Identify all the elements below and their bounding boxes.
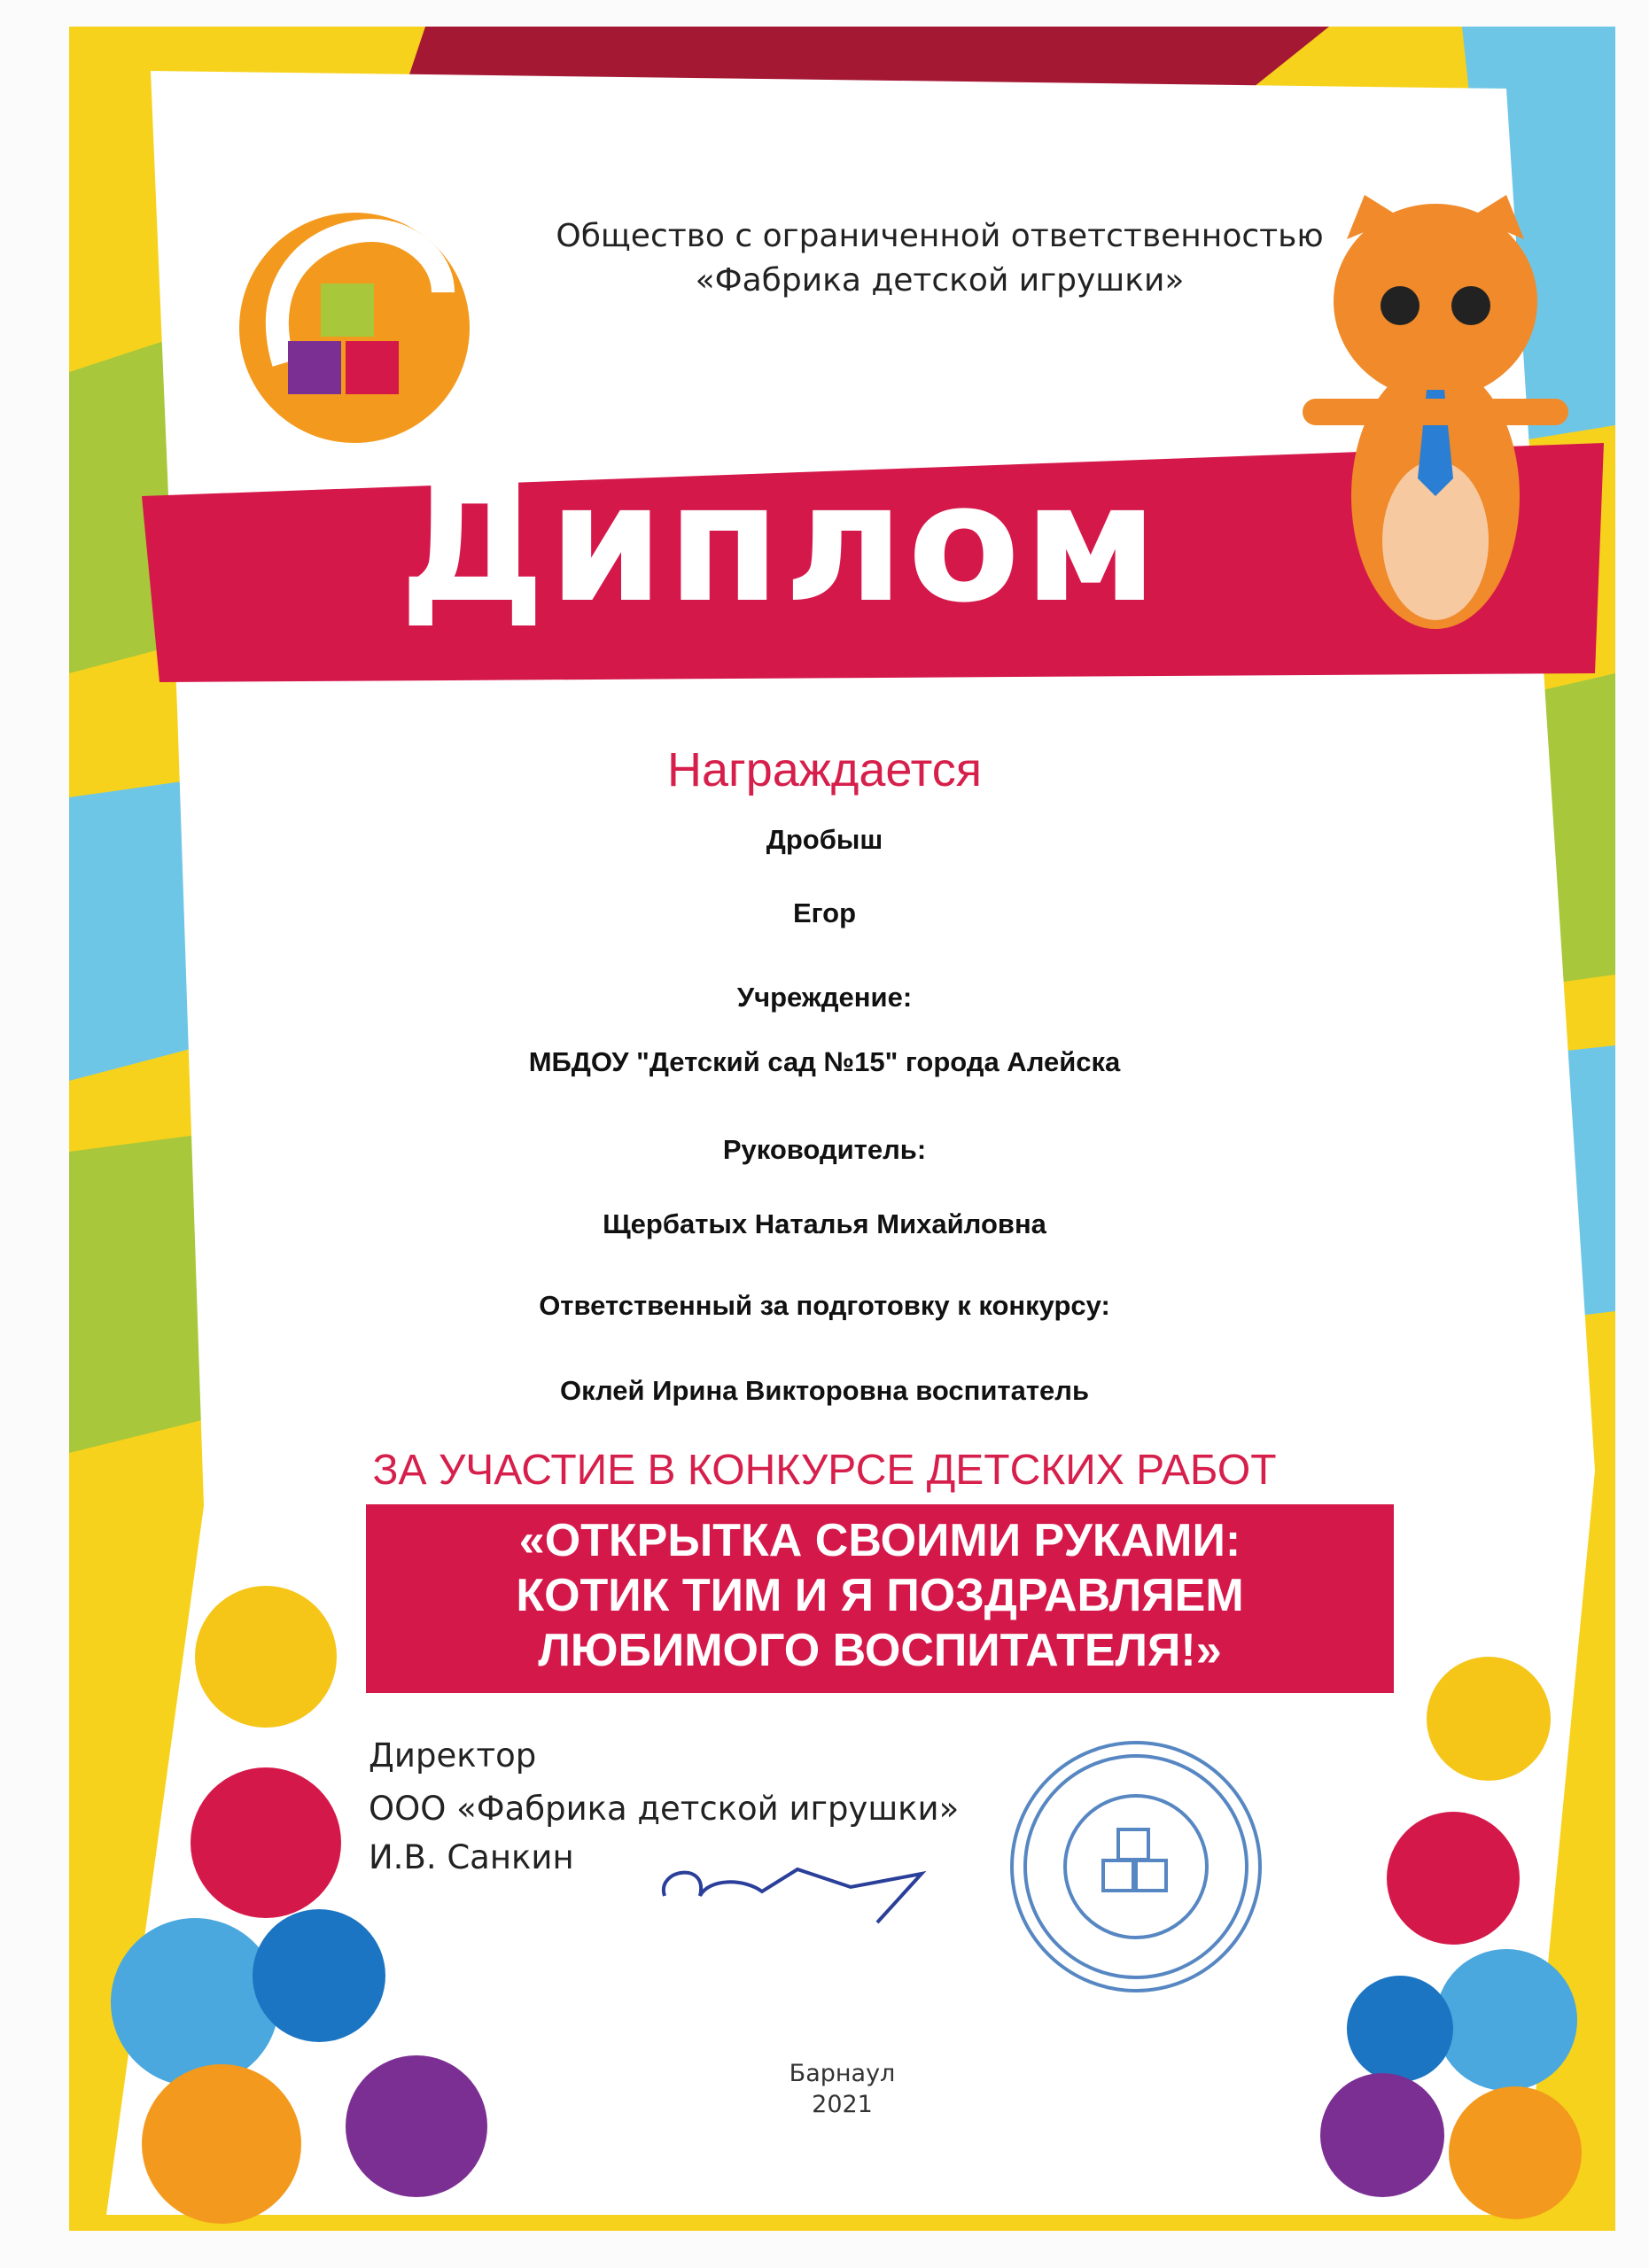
director-name: И.В. Санкин [369, 1838, 574, 1876]
director-org: ООО «Фабрика детской игрушки» [369, 1790, 960, 1828]
contest-intro: ЗА УЧАСТИЕ В КОНКУРСЕ ДЕТСКИХ РАБОТ [372, 1447, 1277, 1494]
responsible-value: Оклей Ирина Викторовна воспитатель [559, 1375, 1090, 1406]
footer-city: Барнаул [789, 2060, 896, 2087]
institution-label: Учреждение: [736, 982, 913, 1013]
recipient-name: Егор [792, 897, 857, 928]
responsible-label: Ответственный за подготовку к конкурсу: [539, 1290, 1110, 1321]
organization-header [115, 214, 1649, 303]
contest-name-box [366, 1504, 1394, 1693]
contest-name-line: ЛЮБИМОГО ВОСПИТАТЕЛЯ!» [538, 1625, 1222, 1676]
recipient-surname: Дробыш [766, 824, 883, 855]
header-line-2: «Фабрика детской игрушки» [695, 262, 1185, 299]
leader-value: Щербатых Наталья Михайловна [603, 1208, 1046, 1239]
contest-name-line: КОТИК ТИМ И Я ПОЗДРАВЛЯЕМ [516, 1570, 1244, 1621]
footer-year: 2021 [812, 2091, 873, 2118]
institution-value: МБДОУ "Детский сад №15" города Алейска [528, 1046, 1121, 1077]
contest-name-line: «ОТКРЫТКА СВОИМИ РУКАМИ: [518, 1515, 1241, 1566]
diploma-title: Диплом [399, 447, 1162, 639]
header-line-1: Общество с ограниченной ответственностью [556, 218, 1324, 254]
director-position: Директор [369, 1736, 537, 1775]
awarded-label: Награждается [666, 743, 983, 796]
leader-label: Руководитель: [722, 1134, 927, 1165]
